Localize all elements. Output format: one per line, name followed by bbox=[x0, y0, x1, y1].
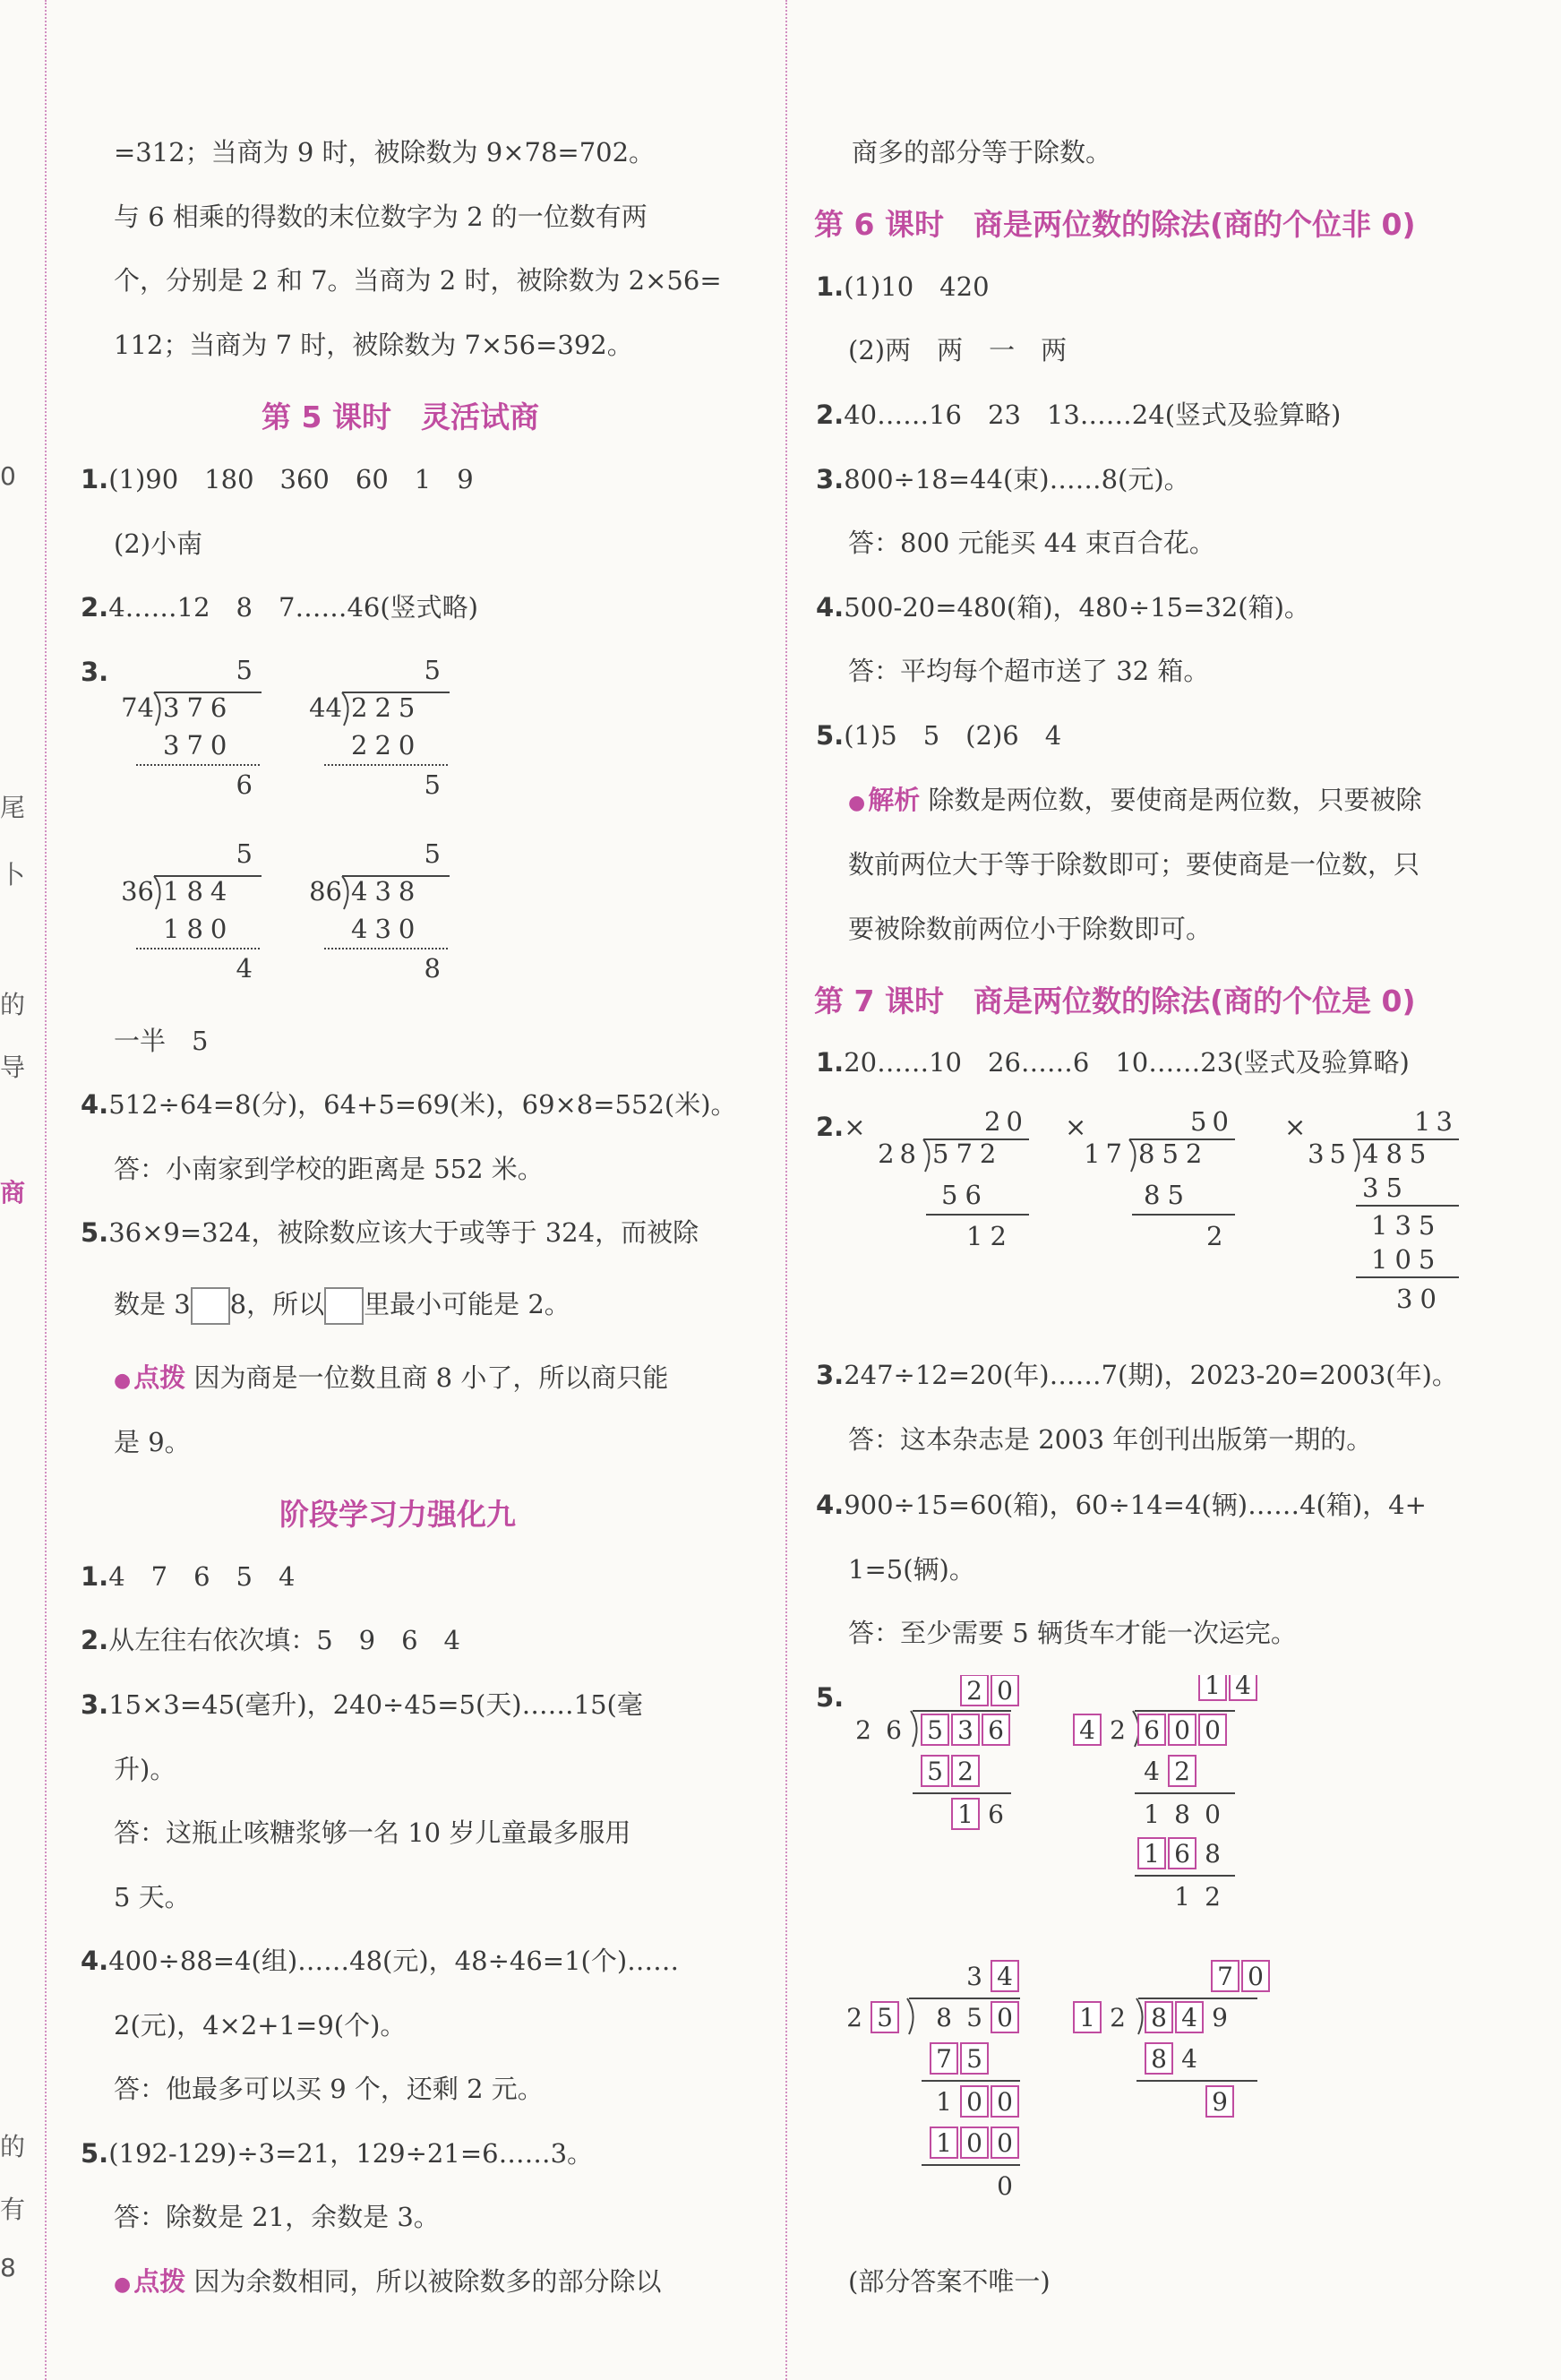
answer-text: 400÷88=4(组)……48(元)，48÷46=1(个)…… bbox=[108, 1946, 680, 1976]
edge-char: 的 bbox=[0, 2132, 26, 2161]
digit-box bbox=[961, 2127, 988, 2158]
digit: 4 bbox=[1181, 2003, 1197, 2032]
fill-in-divisions bbox=[841, 1675, 1486, 2248]
quotient: 5 bbox=[424, 655, 441, 685]
product: 85 bbox=[1144, 1180, 1191, 1210]
dividend: 184 bbox=[163, 876, 235, 906]
answer-text: 512÷64=8(分)，64+5=69(米)，69×8=552(米)。 bbox=[108, 1089, 737, 1120]
answer-text: 数是 3 bbox=[114, 1289, 191, 1319]
question-number: 3. bbox=[816, 464, 845, 494]
answer-text: 5 天。 bbox=[114, 1882, 191, 1912]
answer-text: (1)90 180 360 60 1 9 bbox=[108, 464, 474, 494]
text-line: 与 6 相乘的得数的末位数字为 2 的一位数有两 bbox=[114, 202, 648, 232]
tip-text: 是 9。 bbox=[114, 1427, 191, 1457]
answer-text: 4……12 8 7……46(竖式略) bbox=[108, 592, 478, 623]
answer-text: 答：他最多可以买 9 个，还剩 2 元。 bbox=[114, 2074, 544, 2104]
remainder: 12 bbox=[966, 1221, 1014, 1251]
question-number: 4. bbox=[81, 1946, 109, 1976]
digit: 5 bbox=[927, 1715, 943, 1745]
digit: 1 bbox=[936, 2087, 952, 2117]
product: 220 bbox=[351, 730, 423, 760]
stage-nine-heading: 阶段学习力强化九 bbox=[279, 1497, 516, 1532]
digit: 4 bbox=[997, 1962, 1013, 1991]
question-number: 4. bbox=[816, 592, 845, 623]
digit-box bbox=[1138, 1838, 1165, 1869]
long-division bbox=[878, 1106, 1029, 1251]
product: 105 bbox=[1371, 1244, 1443, 1275]
remainder: 2 bbox=[1206, 1221, 1223, 1251]
digit-box bbox=[1242, 1961, 1269, 1991]
long-division-set bbox=[109, 652, 485, 992]
digit: 1 bbox=[1174, 1882, 1190, 1912]
digit-box bbox=[1074, 2002, 1101, 2032]
digit-box bbox=[991, 2127, 1018, 2158]
digit: 8 bbox=[1151, 2044, 1167, 2074]
digit-box bbox=[1206, 2086, 1233, 2117]
divisor: 36 bbox=[121, 876, 154, 906]
digit-box bbox=[931, 2127, 957, 2158]
digit-box bbox=[1169, 1714, 1196, 1745]
quotient: 5 bbox=[236, 838, 253, 869]
right-column bbox=[785, 0, 1522, 2380]
answer-text: 2(元)，4×2+1=9(个)。 bbox=[114, 2010, 407, 2041]
long-division bbox=[121, 838, 262, 984]
dividend: 572 bbox=[932, 1138, 1004, 1169]
digit: 6 bbox=[988, 1715, 1004, 1745]
lesson-7-heading: 第 7 课时 商是两位数的除法(商的个位是 0) bbox=[814, 984, 1416, 1018]
question-number: 2. bbox=[816, 1112, 845, 1142]
digit-box bbox=[952, 1714, 979, 1745]
digit: 1 bbox=[1079, 2003, 1095, 2032]
question-number: 2. bbox=[816, 400, 845, 430]
long-division bbox=[1308, 1106, 1459, 1314]
divisor: 44 bbox=[309, 692, 342, 723]
digit: 8 bbox=[1151, 2003, 1167, 2032]
question-number: 5. bbox=[81, 1217, 109, 1248]
answer-text: 15×3=45(毫升)，240÷45=5(天)……15(毫 bbox=[108, 1689, 643, 1720]
digit: 2 bbox=[1174, 1757, 1190, 1786]
dividend: 438 bbox=[351, 876, 423, 906]
answer-text: 升)。 bbox=[114, 1754, 176, 1784]
answer-text: 900÷15=60(箱)，60÷14=4(辆)……4(箱)，4+ bbox=[844, 1490, 1427, 1520]
digit-box bbox=[1145, 2043, 1172, 2074]
digit: 6 bbox=[1174, 1839, 1190, 1869]
digit-box bbox=[1169, 1756, 1196, 1786]
digit-box bbox=[991, 2002, 1018, 2032]
digit: 2 bbox=[846, 2003, 862, 2032]
division-bracket bbox=[911, 1711, 917, 1747]
digit: 5 bbox=[966, 2003, 982, 2032]
answer-text: 500-20=480(箱)，480÷15=32(箱)。 bbox=[844, 592, 1310, 623]
long-division bbox=[309, 838, 450, 984]
answer-text: 答：除数是 21，余数是 3。 bbox=[114, 2202, 440, 2232]
digit: 7 bbox=[1217, 1962, 1233, 1991]
answer-text: (2)小南 bbox=[114, 528, 203, 559]
edge-char: 有 bbox=[0, 2195, 26, 2224]
answer-text: 里最小可能是 2。 bbox=[364, 1289, 570, 1319]
quotient: 13 bbox=[1414, 1106, 1458, 1137]
note-text: (部分答案不唯一) bbox=[848, 2266, 1051, 2297]
digit: 8 bbox=[1205, 1839, 1221, 1869]
answer-text: 36×9=324，被除数应该大于或等于 324，而被除 bbox=[108, 1217, 699, 1248]
digit: 3 bbox=[966, 1962, 982, 1991]
edge-char: 卜 bbox=[0, 860, 26, 889]
digit: 2 bbox=[1110, 1715, 1126, 1745]
wrong-mark: × bbox=[1065, 1112, 1087, 1142]
digit: 0 bbox=[1248, 1962, 1264, 1991]
digit: 2 bbox=[855, 1715, 871, 1745]
digit-box bbox=[1074, 1714, 1101, 1745]
wrong-mark: × bbox=[844, 1112, 866, 1142]
digit-box bbox=[991, 2086, 1018, 2117]
blank-box bbox=[191, 1287, 230, 1325]
corrected-divisions bbox=[877, 1104, 1522, 1323]
digit: 6 bbox=[988, 1800, 1004, 1829]
edge-char: 尾 bbox=[0, 793, 26, 822]
text-line: 112；当商为 7 时，被除数为 7×56=392。 bbox=[114, 330, 633, 360]
question-number: 1. bbox=[81, 464, 109, 494]
digit: 2 bbox=[1110, 2003, 1126, 2032]
digit: 4 bbox=[1181, 2044, 1197, 2074]
answer-text: (1)10 420 bbox=[844, 271, 990, 302]
product: 370 bbox=[163, 730, 235, 760]
long-division bbox=[121, 655, 262, 800]
wrong-mark: × bbox=[1284, 1112, 1307, 1142]
digit: 0 bbox=[997, 2128, 1013, 2158]
digit-box bbox=[922, 1756, 948, 1786]
long-division bbox=[1084, 1106, 1235, 1251]
digit-box bbox=[961, 2043, 988, 2074]
division-bracket bbox=[1136, 1998, 1143, 2034]
divisor: 28 bbox=[878, 1138, 922, 1169]
tip-label: ● 点拨 bbox=[114, 1362, 185, 1393]
digit-box bbox=[982, 1714, 1009, 1745]
digit: 9 bbox=[1212, 2003, 1228, 2032]
digit: 0 bbox=[997, 2003, 1013, 2032]
digit-box bbox=[952, 1799, 979, 1829]
digit: 0 bbox=[997, 1676, 1013, 1706]
question-number: 2. bbox=[81, 1625, 109, 1655]
digit-box bbox=[1230, 1675, 1257, 1700]
answer-text: 答：800 元能买 44 束百合花。 bbox=[848, 528, 1215, 558]
digit: 3 bbox=[957, 1715, 973, 1745]
division-bracket bbox=[907, 1998, 913, 2034]
partial-dividend: 135 bbox=[1371, 1210, 1443, 1241]
digit: 8 bbox=[1174, 1800, 1190, 1829]
digit: 6 bbox=[886, 1715, 902, 1745]
tip-label: ● 点拨 bbox=[114, 2266, 185, 2297]
long-division bbox=[309, 655, 450, 800]
question-number: 4. bbox=[816, 1490, 845, 1520]
edge-char: 的 bbox=[0, 990, 26, 1019]
dividend: 852 bbox=[1138, 1138, 1210, 1169]
remainder: 30 bbox=[1396, 1284, 1444, 1314]
edge-char: 0 bbox=[0, 461, 16, 491]
digit: 2 bbox=[966, 1676, 982, 1706]
edge-char: 8 bbox=[0, 2253, 16, 2282]
divisor: 86 bbox=[309, 876, 342, 906]
question-number: 5. bbox=[816, 1682, 845, 1713]
digit: 1 bbox=[957, 1800, 973, 1829]
dividend: 376 bbox=[163, 692, 235, 723]
digit-box bbox=[1145, 2002, 1172, 2032]
digit: 4 bbox=[1235, 1675, 1251, 1700]
answer-text: 答：平均每个超市送了 32 箱。 bbox=[848, 656, 1210, 686]
tip-text: 因为余数相同，所以被除数多的部分除以 bbox=[193, 2266, 662, 2297]
digit: 4 bbox=[1144, 1757, 1160, 1786]
question-number: 3. bbox=[81, 1689, 109, 1720]
digit-box bbox=[991, 1961, 1018, 1991]
blank-box bbox=[324, 1287, 364, 1325]
analysis-text: 数前两位大于等于除数即可；要使商是一位数，只 bbox=[848, 849, 1420, 880]
digit-box bbox=[1199, 1714, 1226, 1745]
text-line: 个，分别是 2 和 7。当商为 2 时，被除数为 2×56= bbox=[114, 265, 722, 296]
answer-text: 4 7 6 5 4 bbox=[108, 1561, 296, 1592]
quotient: 20 bbox=[984, 1106, 1028, 1137]
digit: 0 bbox=[997, 2171, 1013, 2201]
digit: 0 bbox=[997, 2087, 1013, 2117]
answer-text: 答：这瓶止咳糖浆够一名 10 岁儿童最多服用 bbox=[114, 1817, 631, 1848]
tip-text: 因为商是一位数且商 8 小了，所以商只能 bbox=[193, 1362, 669, 1393]
text-line: =312；当商为 9 时，被除数为 9×78=702。 bbox=[114, 137, 656, 168]
analysis-text: 除数是两位数，要使商是两位数，只要被除 bbox=[928, 785, 1422, 815]
digit-box bbox=[922, 1714, 948, 1745]
digit: 1 bbox=[1205, 1675, 1221, 1700]
adjacent-page-edge bbox=[0, 0, 27, 2380]
digit-box bbox=[952, 1756, 979, 1786]
answer-text: (1)5 5 (2)6 4 bbox=[844, 720, 1062, 751]
question-number: 5. bbox=[81, 2138, 109, 2169]
answer-text: 800÷18=44(束)……8(元)。 bbox=[844, 464, 1190, 494]
question-number: 2. bbox=[81, 592, 109, 623]
product: 56 bbox=[941, 1180, 989, 1210]
digit-box bbox=[961, 1675, 988, 1706]
digit: 5 bbox=[877, 2003, 893, 2032]
digit: 7 bbox=[936, 2044, 952, 2074]
answer-text: 答：这本杂志是 2003 年创刊出版第一期的。 bbox=[848, 1424, 1373, 1455]
answer-text: 答：至少需要 5 辆货车才能一次运完。 bbox=[848, 1618, 1297, 1648]
quotient: 5 bbox=[236, 655, 253, 685]
lesson-6-heading: 第 6 课时 商是两位数的除法(商的个位非 0) bbox=[814, 207, 1416, 242]
edge-char: 商 bbox=[0, 1178, 26, 1207]
answer-text: 1=5(辆)。 bbox=[848, 1554, 975, 1585]
remainder: 5 bbox=[424, 769, 441, 800]
digit: 0 bbox=[1205, 1800, 1221, 1829]
question-number: 1. bbox=[816, 1047, 845, 1078]
question-number: 3. bbox=[816, 1360, 845, 1390]
digit: 1 bbox=[1144, 1800, 1160, 1829]
question-number: 4. bbox=[81, 1089, 109, 1120]
digit: 0 bbox=[966, 2128, 982, 2158]
answer-text: 一半 5 bbox=[114, 1026, 209, 1056]
digit: 5 bbox=[927, 1757, 943, 1786]
digit: 1 bbox=[1144, 1839, 1160, 1869]
digit-box bbox=[1199, 1675, 1226, 1700]
product: 430 bbox=[351, 914, 423, 944]
divisor: 74 bbox=[121, 692, 154, 723]
digit: 1 bbox=[936, 2128, 952, 2158]
question-number: 5. bbox=[816, 720, 845, 751]
text-line: 商多的部分等于除数。 bbox=[852, 137, 1112, 168]
digit: 8 bbox=[936, 2003, 952, 2032]
digit-box bbox=[961, 2086, 988, 2117]
remainder: 8 bbox=[424, 953, 441, 984]
digit-box bbox=[1138, 1714, 1165, 1745]
quotient: 5 bbox=[424, 838, 441, 869]
quotient: 50 bbox=[1190, 1106, 1234, 1137]
edge-char: 导 bbox=[0, 1053, 26, 1082]
digit-box bbox=[991, 1675, 1018, 1706]
lesson-5-heading: 第 5 课时 灵活试商 bbox=[262, 400, 539, 434]
digit-box bbox=[1176, 2002, 1203, 2032]
product: 35 bbox=[1362, 1173, 1410, 1203]
analysis-text: 要被除数前两位小于除数即可。 bbox=[848, 914, 1213, 944]
remainder: 4 bbox=[236, 953, 253, 984]
remainder: 6 bbox=[236, 769, 253, 800]
digit: 6 bbox=[1144, 1715, 1160, 1745]
analysis-label: ● 解析 bbox=[848, 785, 920, 815]
dividend: 485 bbox=[1362, 1138, 1434, 1169]
digit-box bbox=[1169, 1838, 1196, 1869]
question-number: 3. bbox=[81, 657, 109, 687]
digit-box bbox=[931, 2043, 957, 2074]
digit-box bbox=[871, 2002, 898, 2032]
answer-text: 247÷12=20(年)……7(期)，2023-20=2003(年)。 bbox=[844, 1360, 1458, 1390]
digit: 9 bbox=[1212, 2087, 1228, 2117]
question-number: 1. bbox=[81, 1561, 109, 1592]
answer-text: 答：小南家到学校的距离是 552 米。 bbox=[114, 1154, 544, 1184]
digit: 0 bbox=[966, 2087, 982, 2117]
digit: 2 bbox=[957, 1757, 973, 1786]
digit: 2 bbox=[1205, 1882, 1221, 1912]
answer-text: 8，所以 bbox=[229, 1289, 325, 1319]
answer-text: 40……16 23 13……24(竖式及验算略) bbox=[844, 400, 1342, 430]
answer-text: (192-129)÷3=21，129÷21=6……3。 bbox=[108, 2138, 594, 2169]
divisor: 17 bbox=[1084, 1138, 1128, 1169]
left-column bbox=[45, 0, 763, 2380]
product: 180 bbox=[163, 914, 235, 944]
digit-box bbox=[1212, 1961, 1239, 1991]
dividend: 225 bbox=[351, 692, 423, 723]
answer-text: 从左往右依次填：5 9 6 4 bbox=[108, 1625, 461, 1655]
question-number: 1. bbox=[816, 271, 845, 302]
divisor: 35 bbox=[1308, 1138, 1351, 1169]
digit: 4 bbox=[1079, 1715, 1095, 1745]
answer-text: (2)两 两 一 两 bbox=[848, 335, 1068, 365]
digit: 0 bbox=[1205, 1715, 1221, 1745]
digit: 0 bbox=[1174, 1715, 1190, 1745]
answer-text: 20……10 26……6 10……23(竖式及验算略) bbox=[844, 1047, 1410, 1078]
digit: 5 bbox=[966, 2044, 982, 2074]
